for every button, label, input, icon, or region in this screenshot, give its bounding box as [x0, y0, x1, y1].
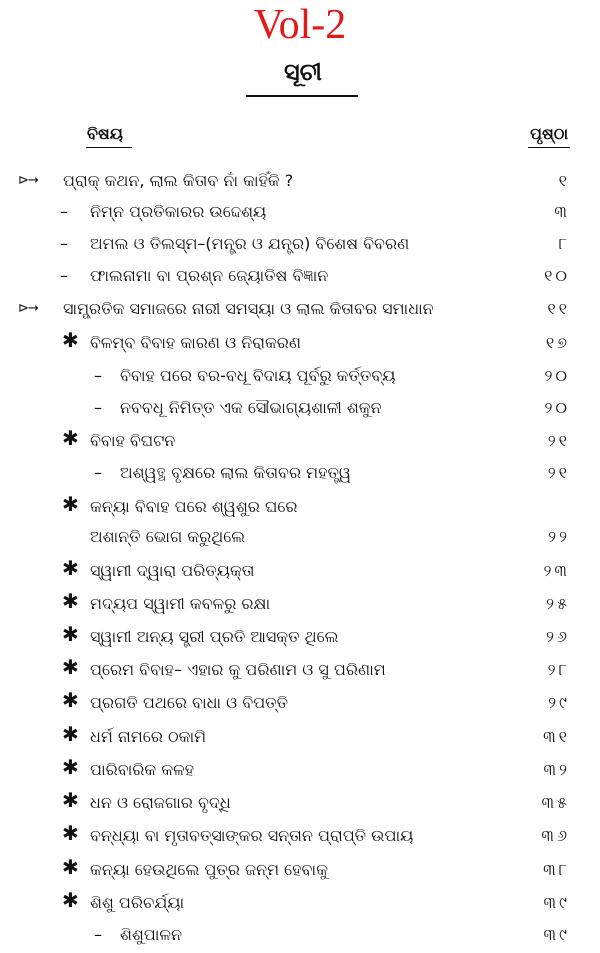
toc-entry-page-number: ୩୨ [543, 760, 570, 779]
toc-entry-title: ବିଳମ୍ବ ବିବାହ କାରଣ ଓ ନିରାକରଣ [90, 333, 302, 352]
toc-entry-page-number: ୩୮ [543, 860, 570, 879]
arrow-bullet-icon: ⊳→ [18, 301, 38, 316]
toc-entry [0, 524, 600, 554]
toc-entry-title: ପ୍ରଗତି ପଥରେ ବାଧା ଓ ବିପତ୍ତି [90, 693, 288, 712]
toc-entry-title: ପ୍ରେମ ବିବାହ– ଏହାର କୁ ପରିଣାମ ଓ ସୁ ପରିଣାମ [90, 660, 386, 679]
toc-title-underline [246, 95, 358, 97]
column-header-subject: ବିଷୟ [87, 124, 123, 143]
asterisk-bullet-icon: ✱ [62, 328, 79, 352]
toc-entry-page-number: ୩୬ [541, 826, 570, 845]
toc-entry [0, 231, 600, 261]
toc-entry-page-number: ୨୦ [544, 398, 570, 417]
toc-entry-page-number: ୩୫ [541, 793, 570, 812]
toc-entry [0, 558, 600, 588]
toc-entry-title: ବିବାହ ବିଘଟନ [90, 431, 176, 450]
toc-entry [0, 330, 600, 360]
toc-entry-title: ପ୍ରାକ୍ କଥନ, ଲାଲ କିତାବ ନାଁ କାହିଁକି ? [63, 171, 294, 190]
toc-entry [0, 460, 600, 490]
toc-entry [0, 363, 600, 393]
dash-bullet-icon: – [94, 925, 102, 944]
toc-entry-page-number: ୩୧ [543, 727, 570, 746]
toc-entry-title: ନିମ୍ନ ପ୍ରତିକାରର ଉଦ୍ଦେଶ୍ୟ [90, 202, 267, 221]
toc-entry-title: ବନ୍ଧ୍ୟା ବା ମୃତାବତ୍ସାଙ୍କର ସନ୍ତାନ ପ୍ରାପ୍ତି ଉପାୟ [90, 826, 414, 845]
toc-entry-title: ଶିଶୁପାଳନ [120, 925, 183, 944]
toc-entry [0, 428, 600, 458]
toc-entry-page-number: ୨୨ [548, 527, 570, 546]
toc-entry [0, 296, 600, 326]
toc-entry [0, 657, 600, 687]
dash-bullet-icon: – [94, 398, 102, 417]
toc-entry-page-number: ୧୭ [545, 333, 570, 352]
toc-entry [0, 890, 600, 920]
toc-entry [0, 922, 600, 952]
toc-entry-page-number: ୩୯ [543, 925, 570, 944]
toc-entry-page-number: ୨୫ [546, 594, 570, 613]
dash-bullet-icon: – [60, 266, 68, 285]
asterisk-bullet-icon: ✱ [62, 821, 79, 845]
toc-entry [0, 790, 600, 820]
toc-entry-page-number: ୧ [558, 171, 570, 190]
toc-entry-page-number: ୨୦ [544, 366, 570, 385]
toc-entry [0, 199, 600, 229]
toc-entry-title: କନ୍ୟା ବିବାହ ପରେ ଶ୍ୱଶୁର ଘରେ [90, 497, 298, 516]
volume-label: Vol-2 [253, 2, 347, 48]
asterisk-bullet-icon: ✱ [62, 788, 79, 812]
toc-entry-page-number: ୧୧ [547, 299, 570, 318]
asterisk-bullet-icon: ✱ [62, 622, 79, 646]
asterisk-bullet-icon: ✱ [62, 655, 79, 679]
column-header-page: ପୃଷ୍ଠା [530, 124, 569, 143]
toc-entry-title: ଅଶାନ୍ତି ଭୋଗ କରୁଥିଲେ [90, 527, 246, 546]
toc-entry-title: ବିବାହ ପରେ ବର-ବଧୂ ବିଦାୟ ପୂର୍ବରୁ କର୍ତ୍ତବ୍ୟ [120, 366, 396, 385]
toc-entry-title: ଅମଲ ଓ ତିଲସ୍ମ–(ମନ୍ତ୍ର ଓ ଯନ୍ତ୍ର) ବିଶେଷ ବିବରଣ [90, 234, 410, 253]
toc-entry-page-number: ୨୧ [547, 463, 570, 482]
toc-entry-page-number: ୨୩ [543, 561, 570, 580]
toc-entry-title: ଧର୍ମ ନାମରେ ଠକାମି [90, 727, 207, 746]
asterisk-bullet-icon: ✱ [62, 722, 79, 746]
toc-entry-title: ସ୍ୱାମୀ ଦ୍ୱାରା ପରିତ୍ୟକ୍ତା [90, 561, 255, 580]
asterisk-bullet-icon: ✱ [62, 556, 79, 580]
asterisk-bullet-icon: ✱ [62, 755, 79, 779]
toc-entry [0, 263, 600, 293]
toc-entry-title: ଅଶ୍ୱତ୍ଥ ବୃକ୍ଷରେ ଲାଲ କିତାବର ମହତ୍ତ୍ୱ [120, 463, 351, 482]
toc-entry-title: ସ୍ୱାମୀ ଅନ୍ୟ ସ୍ତ୍ରୀ ପ୍ରତି ଆସକ୍ତ ଥିଲେ [90, 627, 339, 646]
toc-entry-page-number: ୨୬ [545, 627, 570, 646]
asterisk-bullet-icon: ✱ [62, 888, 79, 912]
toc-entry-page-number: ୩ [554, 202, 570, 221]
toc-entry [0, 823, 600, 853]
column-header-page-underline [528, 147, 570, 148]
dash-bullet-icon: – [94, 463, 102, 482]
toc-entry-page-number: ୮ [558, 234, 570, 253]
column-header-subject-underline [86, 147, 132, 148]
toc-entry-title: ଫାଲନାମା ବା ପ୍ରଶ୍ନ ଜ୍ୟୋତିଷ ବିଜ୍ଞାନ [90, 266, 329, 285]
asterisk-bullet-icon: ✱ [62, 688, 79, 712]
toc-entry [0, 624, 600, 654]
asterisk-bullet-icon: ✱ [62, 855, 79, 879]
toc-entry-title: ଧନ ଓ ରୋଜଗାର ବୃଦ୍ଧି [90, 793, 231, 812]
asterisk-bullet-icon: ✱ [62, 426, 79, 450]
asterisk-bullet-icon: ✱ [62, 492, 79, 516]
dash-bullet-icon: – [94, 366, 102, 385]
toc-entry [0, 395, 600, 425]
dash-bullet-icon: – [60, 234, 68, 253]
dash-bullet-icon: – [60, 202, 68, 221]
toc-title: ସୂଚୀ [284, 58, 322, 86]
arrow-bullet-icon: ⊳→ [18, 173, 38, 188]
toc-entry [0, 690, 600, 720]
toc-entry-page-number: ୩୯ [543, 893, 570, 912]
toc-entry-title: ଶିଶୁ ପରିଚର୍ଯ୍ୟା [90, 893, 185, 912]
toc-entry [0, 757, 600, 787]
toc-entry-title: ପାରିବାରିକ କଳହ [90, 760, 195, 779]
toc-entry-page-number: ୨୯ [548, 693, 570, 712]
toc-entry [0, 494, 600, 524]
asterisk-bullet-icon: ✱ [62, 589, 79, 613]
toc-entry-title: ନବବଧୂ ନିମିତ୍ତ ଏକ ସୌଭାଗ୍ୟଶାଳୀ ଶକୁନ [120, 398, 382, 417]
toc-entry [0, 857, 600, 887]
toc-entry [0, 591, 600, 621]
toc-entry [0, 724, 600, 754]
toc-entry-title: ମଦ୍ୟପ ସ୍ୱାମୀ କବଳରୁ ରକ୍ଷା [90, 594, 271, 613]
toc-entry-title: କନ୍ୟା ହେଉଥିଲେ ପୁତ୍ର ଜନ୍ମ ହେବାକୁ [90, 860, 328, 879]
toc-entry-page-number: ୧୦ [544, 266, 570, 285]
toc-entry-page-number: ୨୮ [547, 660, 570, 679]
toc-entry [0, 168, 600, 198]
toc-entry-page-number: ୨୧ [547, 431, 570, 450]
toc-entry-title: ସାମ୍ପ୍ରତିକ ସମାଜରେ ନାରୀ ସମସ୍ୟା ଓ ଲାଲ କିତାବର ସମାଧାନ [63, 299, 434, 318]
